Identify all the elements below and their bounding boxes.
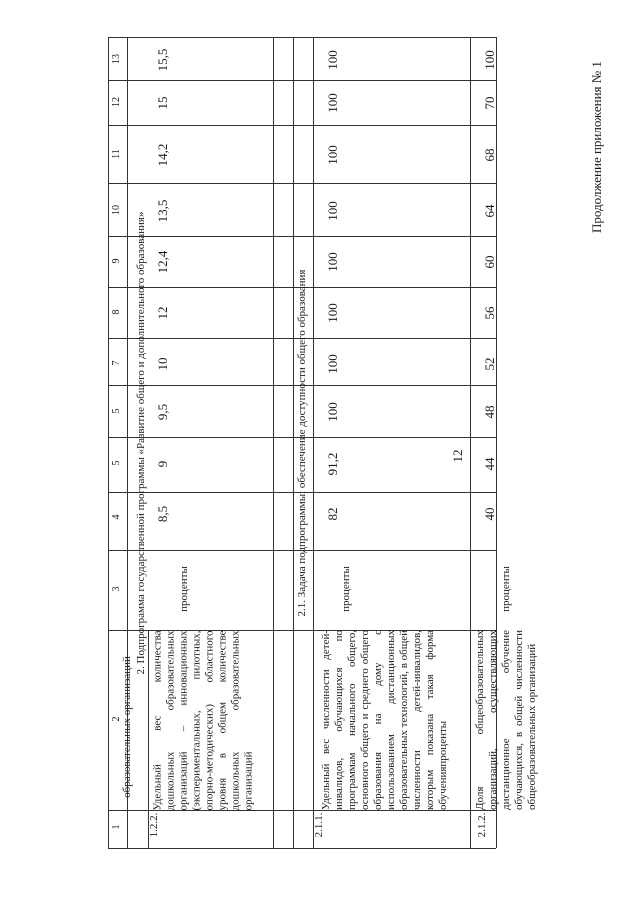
- col-num-2: 2: [111, 716, 122, 722]
- row-value: 14,2: [155, 143, 170, 167]
- row-value: 40: [482, 507, 497, 521]
- row-value: 100: [325, 145, 340, 165]
- row-value: 48: [482, 405, 497, 419]
- row-description: Доля общеобразовательных организаций, осуществляющих дистанционное обучение обучающихся, в общей численности общеобразовательных организаций: [474, 630, 538, 810]
- row-description: Удельный вес количества дошкольных образовательных организаций – инновационных (экспериментальных, пилотных, опорно-методических) областного уровня в общем количестве дошкольных образовательных организаций: [151, 630, 255, 811]
- row-value: 15: [155, 96, 170, 110]
- row-value: 100: [325, 252, 340, 272]
- row-value: 13,5: [155, 199, 170, 223]
- row-value: 100: [482, 50, 497, 70]
- row-value: 64: [482, 204, 497, 218]
- col-num-4: 4: [111, 514, 122, 520]
- col-num-10: 10: [111, 205, 122, 215]
- row-code: 2.1.1.: [313, 812, 325, 838]
- row-value: 60: [482, 255, 497, 269]
- col-num-7: 7: [111, 360, 122, 366]
- row-value: 12: [155, 306, 170, 320]
- row-value: 100: [325, 402, 340, 422]
- col-num-12: 12: [111, 97, 122, 107]
- row-value: 9: [155, 460, 170, 468]
- row-unit: проценты: [178, 566, 190, 612]
- row-value: 70: [482, 96, 497, 110]
- row-value: 8,5: [155, 505, 170, 523]
- col-num-9: 9: [111, 258, 122, 264]
- row-code: 1.2.2.: [148, 812, 160, 838]
- row-value: 82: [325, 507, 340, 521]
- prev-row-tail: образовательных организаций: [121, 656, 133, 798]
- col-num-8: 8: [111, 309, 122, 315]
- row-value: 68: [482, 148, 497, 162]
- row-value: 91,2: [325, 452, 340, 476]
- row-value: 100: [325, 201, 340, 221]
- row-value: 15,5: [155, 48, 170, 72]
- row-value: 56: [482, 306, 497, 320]
- row-value: 12,4: [155, 250, 170, 274]
- continuation-label: Продолжение приложения № 1: [589, 61, 604, 233]
- col-num-13: 13: [111, 54, 122, 64]
- row-value: 100: [325, 50, 340, 70]
- subprogram-title: 2. Подпрограмма государственной программы «Развитие общего и дополнительного образования»: [135, 211, 147, 675]
- row-value: 100: [325, 93, 340, 113]
- row-value: 52: [482, 357, 497, 371]
- row-description: Удельный вес численности детей-инвалидов, обучающихся по программам начального общего, основного общего и среднего общего образования на дому с использованием дистанционных образовательных технологий, в общей численности детей-инвалидов, которым показана такая форма обученияпроценты: [320, 630, 449, 810]
- col-num-1: 1: [111, 824, 122, 830]
- row-code: 2.1.2.: [476, 812, 488, 838]
- col-num-5: 5: [111, 460, 122, 466]
- row-unit: проценты: [340, 566, 352, 612]
- row-value: 44: [482, 457, 497, 471]
- row-value: 100: [325, 303, 340, 323]
- task-title: 2.1. Задача подпрограммы: обеспечение доступности общего образования: [296, 269, 308, 617]
- page-number: 12: [450, 449, 465, 463]
- col-num-3: 3: [111, 586, 122, 592]
- col-num-11: 11: [111, 149, 122, 159]
- row-value: 100: [325, 354, 340, 374]
- col-num-6: 5: [111, 408, 122, 414]
- row-value: 10: [155, 357, 170, 371]
- row-value: 9,5: [155, 403, 170, 421]
- row-unit: проценты: [500, 566, 512, 612]
